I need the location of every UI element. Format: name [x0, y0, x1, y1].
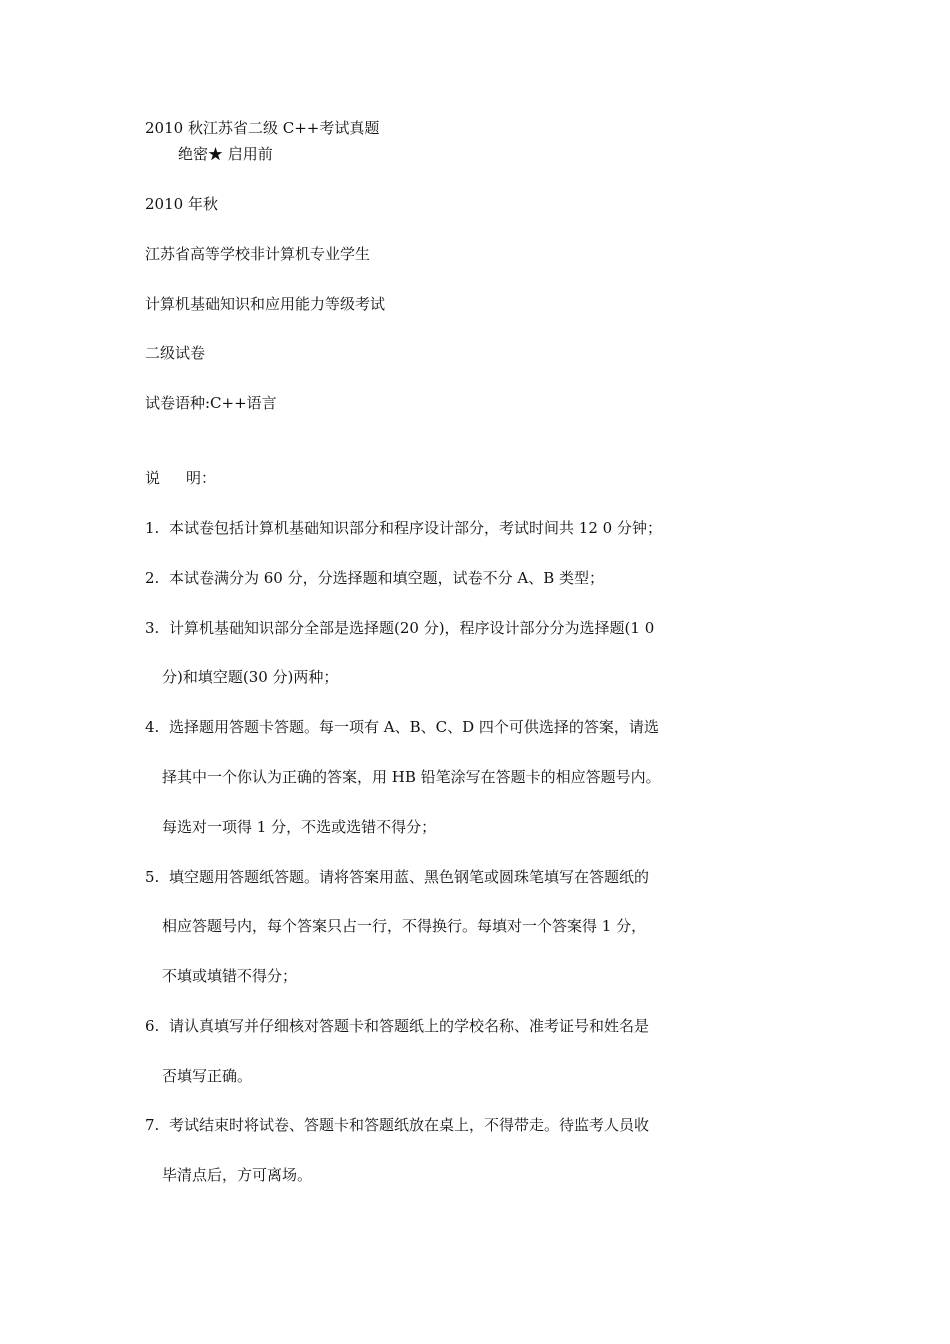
instruction-item-4	[145, 717, 659, 737]
exam-language: 试卷语种:C++语言	[145, 394, 277, 412]
instruction-number: 6.	[145, 1017, 160, 1035]
instruction-item-2	[145, 568, 604, 588]
secret-label: 绝密★ 启用前	[178, 145, 273, 163]
instruction-number: 5.	[145, 868, 160, 886]
instruction-number: 2.	[145, 569, 160, 587]
instruction-text: 考试结束时将试卷、答题卡和答题纸放在桌上，不得带走。待监考人员收	[169, 1116, 650, 1134]
instruction-text: 计算机基础知识部分全部是选择题(20 分)，程序设计部分分为选择题(1 0	[169, 619, 655, 637]
instruction-item-5	[145, 867, 649, 887]
instruction-number: 1.	[145, 519, 160, 537]
instruction-item-3	[145, 618, 654, 638]
exam-name: 计算机基础知识和应用能力等级考试	[145, 295, 386, 313]
instruction-text: 本试卷包括计算机基础知识部分和程序设计部分，考试时间共 12 0 分钟；	[169, 519, 662, 537]
instructions-heading-part-2: 明：	[186, 469, 217, 487]
instruction-number: 3.	[145, 619, 160, 637]
instruction-item-6-cont-1: 否填写正确。	[162, 1067, 253, 1085]
instructions-heading-part-1: 说	[145, 469, 161, 487]
instruction-item-4-cont-1: 择其中一个你认为正确的答案，用 HB 铅笔涂写在答题卡的相应答题号内。	[162, 768, 661, 786]
instruction-item-4-cont-2: 每选对一项得 1 分，不选或选错不得分；	[162, 818, 437, 836]
instruction-item-6	[145, 1016, 649, 1036]
exam-level: 二级试卷	[145, 344, 206, 362]
instruction-text: 本试卷满分为 60 分，分选择题和填空题，试卷不分 A、B 类型；	[169, 569, 605, 587]
instructions-heading	[145, 468, 216, 488]
exam-organization: 江苏省高等学校非计算机专业学生	[145, 245, 371, 263]
instruction-text: 填空题用答题纸答题。请将答案用蓝、黑色钢笔或圆珠笔填写在答题纸的	[169, 868, 650, 886]
instruction-number: 4.	[145, 718, 160, 736]
instruction-item-7-cont-1: 毕清点后，方可离场。	[162, 1166, 313, 1184]
instruction-item-1	[145, 518, 662, 538]
instruction-text: 请认真填写并仔细核对答题卡和答题纸上的学校名称、准考证号和姓名是	[169, 1017, 650, 1035]
instruction-text: 选择题用答题卡答题。每一项有 A、B、C、D 四个可供选择的答案，请选	[169, 718, 659, 736]
instruction-item-5-cont-1: 相应答题号内，每个答案只占一行，不得换行。每填对一个答案得 1 分，	[162, 917, 647, 935]
instruction-item-5-cont-2: 不填或填错不得分；	[162, 967, 298, 985]
instruction-number: 7.	[145, 1116, 160, 1134]
exam-year: 2010 年秋	[145, 195, 218, 213]
document-title: 2010 秋江苏省二级 C++考试真题	[145, 119, 380, 137]
instruction-item-3-cont-1: 分)和填空题(30 分)两种；	[162, 668, 339, 686]
instruction-item-7	[145, 1115, 649, 1135]
